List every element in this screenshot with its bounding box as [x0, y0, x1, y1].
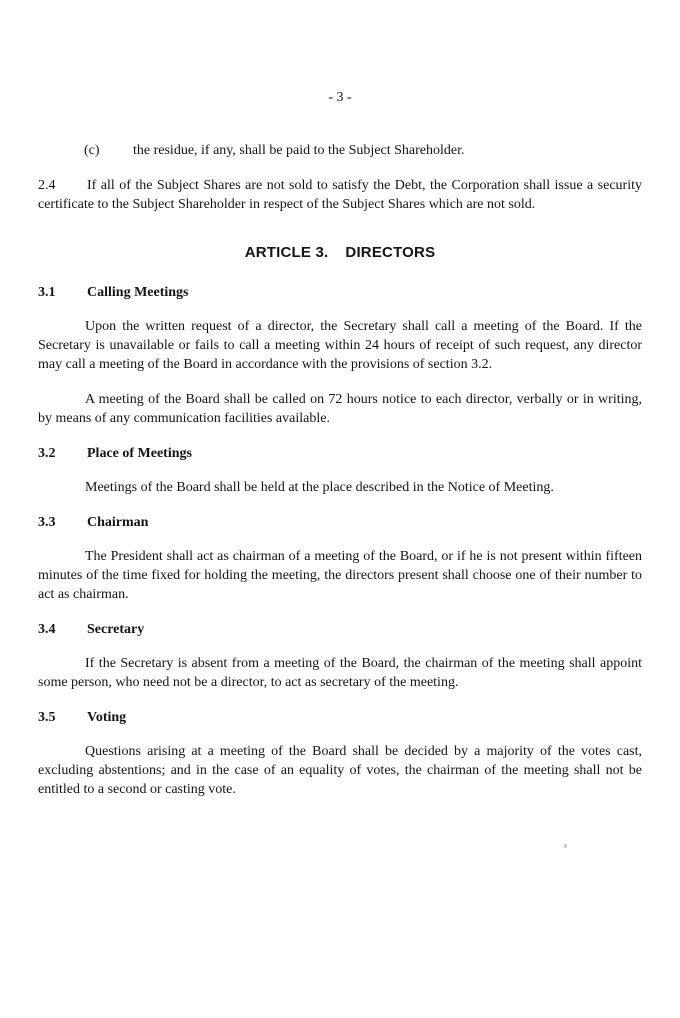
section-3-2	[38, 444, 642, 497]
section-3-4	[38, 620, 642, 692]
section-3-5-title: Voting	[87, 710, 127, 725]
section-3-1-heading	[38, 283, 642, 302]
clause-c-label: (c)	[84, 143, 100, 158]
scan-speck-artifact	[564, 844, 567, 848]
article-3-heading	[38, 243, 642, 262]
section-3-1-paragraph: Upon the written request of a director, the Secretary shall call a meeting of the Board. If the Secretary is unavailable or fails to call a meeting within 24 hours of receipt of such request, any director may call a meeting of the Board in accordance with the provisions of section 3.2.	[38, 319, 642, 372]
section-3-4-title: Secretary	[87, 622, 145, 637]
section-3-2-number: 3.2	[38, 446, 56, 461]
section-3-2-title: Place of Meetings	[87, 446, 192, 461]
section-3-1	[38, 283, 642, 428]
section-2-4-text: If all of the Subject Shares are not sold to satisfy the Debt, the Corporation shall issue a security certificate to the Subject Shareholder in respect of the Subject Shares which are not sold.	[38, 178, 642, 212]
section-3-2-heading	[38, 444, 642, 463]
section-3-1-paragraph: A meeting of the Board shall be called on 72 hours notice to each director, verbally or in writing, by means of any communication facilities available.	[38, 392, 642, 426]
section-3-2-paragraph: Meetings of the Board shall be held at the place described in the Notice of Meeting.	[85, 480, 554, 495]
section-3-3	[38, 513, 642, 604]
page-number: - 3 -	[328, 90, 352, 105]
section-3-5	[38, 708, 642, 799]
section-3-3-paragraph: The President shall act as chairman of a meeting of the Board, or if he is not present within fifteen minutes of the time fixed for holding the meeting, the directors present shall choose one of their number to act as chairman.	[38, 549, 642, 602]
clause-c	[84, 141, 642, 160]
section-3-1-title: Calling Meetings	[87, 285, 189, 300]
section-2-4-paragraph	[38, 176, 642, 214]
section-3-3-heading	[38, 513, 642, 532]
section-3-5-number: 3.5	[38, 710, 56, 725]
clause-c-text: the residue, if any, shall be paid to the Subject Shareholder.	[133, 143, 465, 158]
section-3-3-number: 3.3	[38, 515, 56, 530]
section-3-1-number: 3.1	[38, 285, 56, 300]
section-3-4-number: 3.4	[38, 622, 56, 637]
article-3-number: ARTICLE 3.	[244, 244, 329, 261]
section-3-4-heading	[38, 620, 642, 639]
section-3-3-title: Chairman	[87, 515, 149, 530]
section-3-5-heading	[38, 708, 642, 727]
section-3-4-paragraph: If the Secretary is absent from a meeting of the Board, the chairman of the meeting shall appoint some person, who need not be a director, to act as secretary of the meeting.	[38, 656, 642, 690]
article-3-title: DIRECTORS	[345, 244, 436, 261]
section-3-5-paragraph: Questions arising at a meeting of the Board shall be decided by a majority of the votes cast, excluding abstentions; and in the case of an equality of votes, the chairman of the meeting shall not be entitled to a second or casting vote.	[38, 744, 642, 797]
section-2-4-number: 2.4	[38, 178, 56, 193]
